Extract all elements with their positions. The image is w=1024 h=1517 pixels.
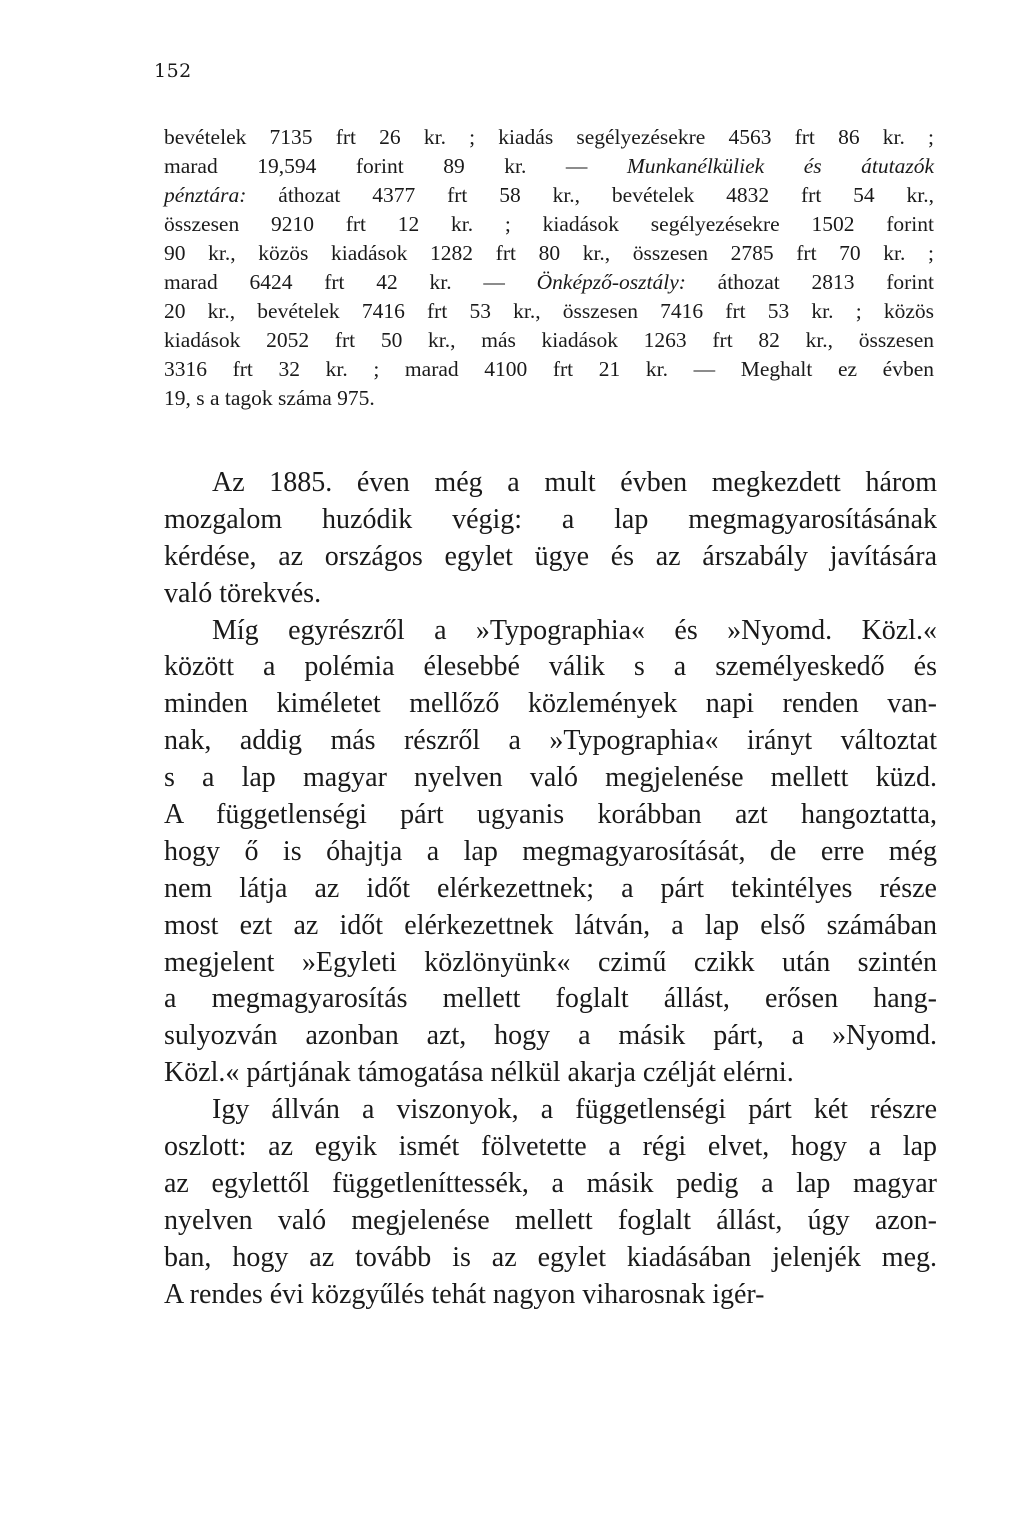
body-line: kérdése, az országos egylet ügye és az árszabály javítására [164, 540, 937, 572]
text-segment: kiadások 2052 frt 50 kr., más kiadások 1263 frt 82 kr., összesen [164, 328, 934, 352]
text-segment: 20 kr., bevételek 7416 frt 53 kr., összesen 7416 frt 53 kr. ; közös [164, 299, 934, 323]
report-line [164, 384, 934, 413]
body-line: megjelent »Egyleti közlönyünk« czimű czikk után szintén [164, 946, 937, 978]
report-line [164, 181, 934, 210]
body-line: ban, hogy az tovább is az egylet kiadásában jelenjék meg. [164, 1241, 937, 1273]
body-line: most ezt az időt elérkezettnek látván, a lap első számában [164, 909, 937, 941]
body-line: Míg egyrészről a »Typographia« és »Nyomd. Közl.« [212, 614, 937, 646]
report-line [164, 268, 934, 297]
body-line: a megmagyarosítás mellett foglalt állást, erősen hang- [164, 983, 937, 1015]
financial-report-paragraph [164, 123, 934, 413]
body-line: Igy állván a viszonyok, a függetlenségi párt két részre [212, 1094, 937, 1126]
body-line: A függetlenségi párt ugyanis korábban azt hangoztatta, [164, 799, 937, 831]
body-text [164, 465, 937, 1313]
body-line: Közl.« pártjának támogatása nélkül akarja czélját elérni. [164, 1057, 794, 1089]
report-line [164, 355, 934, 384]
page-number: 152 [154, 60, 192, 82]
body-line: között a polémia élesebbé válik s a személyeskedő és [164, 651, 937, 683]
text-segment: áthozat 4377 frt 58 kr., bevételek 4832 frt 54 kr., [246, 183, 934, 207]
body-line: nyelven való megjelenése mellett foglalt állást, úgy azon- [164, 1204, 937, 1236]
italic-heading: Munkanélküliek és átutazók [626, 154, 934, 178]
text-segment: 19, s a tagok száma 975. [164, 386, 375, 410]
body-line: az egylettől függetleníttessék, a másik pedig a lap magyar [164, 1167, 937, 1199]
body-line: sulyozván azonban azt, hogy a másik párt, a »Nyomd. [164, 1020, 937, 1052]
text-segment: marad 6424 frt 42 kr. — [164, 270, 537, 294]
body-line: minden kiméletet mellőző közlemények napi renden van- [164, 688, 937, 720]
body-line: nak, addig más részről a »Typographia« irányt változtat [164, 725, 937, 757]
text-segment: összesen 9210 frt 12 kr. ; kiadások segélyezésekre 1502 forint [164, 212, 934, 236]
body-line: mozgalom huzódik végig: a lap megmagyarosításának [164, 503, 937, 535]
report-line [164, 152, 934, 181]
body-line: A rendes évi közgyűlés tehát nagyon viharosnak igér- [164, 1278, 765, 1310]
text-segment: 3316 frt 32 kr. ; marad 4100 frt 21 kr. — Meghalt ez évben [164, 357, 934, 381]
body-line: Az 1885. éven még a mult évben megkezdett három [212, 467, 937, 498]
text-segment: bevételek 7135 frt 26 kr. ; kiadás segélyezésekre 4563 frt 86 kr. ; [164, 125, 934, 149]
report-line [164, 210, 934, 239]
body-line: oszlott: az egyik ismét fölvetette a régi elvet, hogy a lap [164, 1131, 937, 1163]
body-line: s a lap magyar nyelven való megjelenése mellett küzd. [164, 762, 937, 794]
report-line [164, 123, 934, 152]
text-segment: 90 kr., közös kiadások 1282 frt 80 kr., összesen 2785 frt 70 kr. ; [164, 241, 934, 265]
report-line [164, 326, 934, 355]
italic-heading: pénztára: [164, 183, 247, 207]
text-segment: marad 19,594 forint 89 kr. — [164, 154, 627, 178]
report-line [164, 297, 934, 326]
body-line: nem látja az időt elérkezettnek; a párt tekintélyes része [164, 872, 937, 904]
body-line: hogy ő is óhajtja a lap megmagyarosítását, de erre még [164, 835, 937, 867]
report-line [164, 239, 934, 268]
italic-heading: Önképző-osztály: [536, 270, 686, 294]
body-line: való törekvés. [164, 577, 322, 609]
text-segment: áthozat 2813 forint [685, 270, 934, 294]
